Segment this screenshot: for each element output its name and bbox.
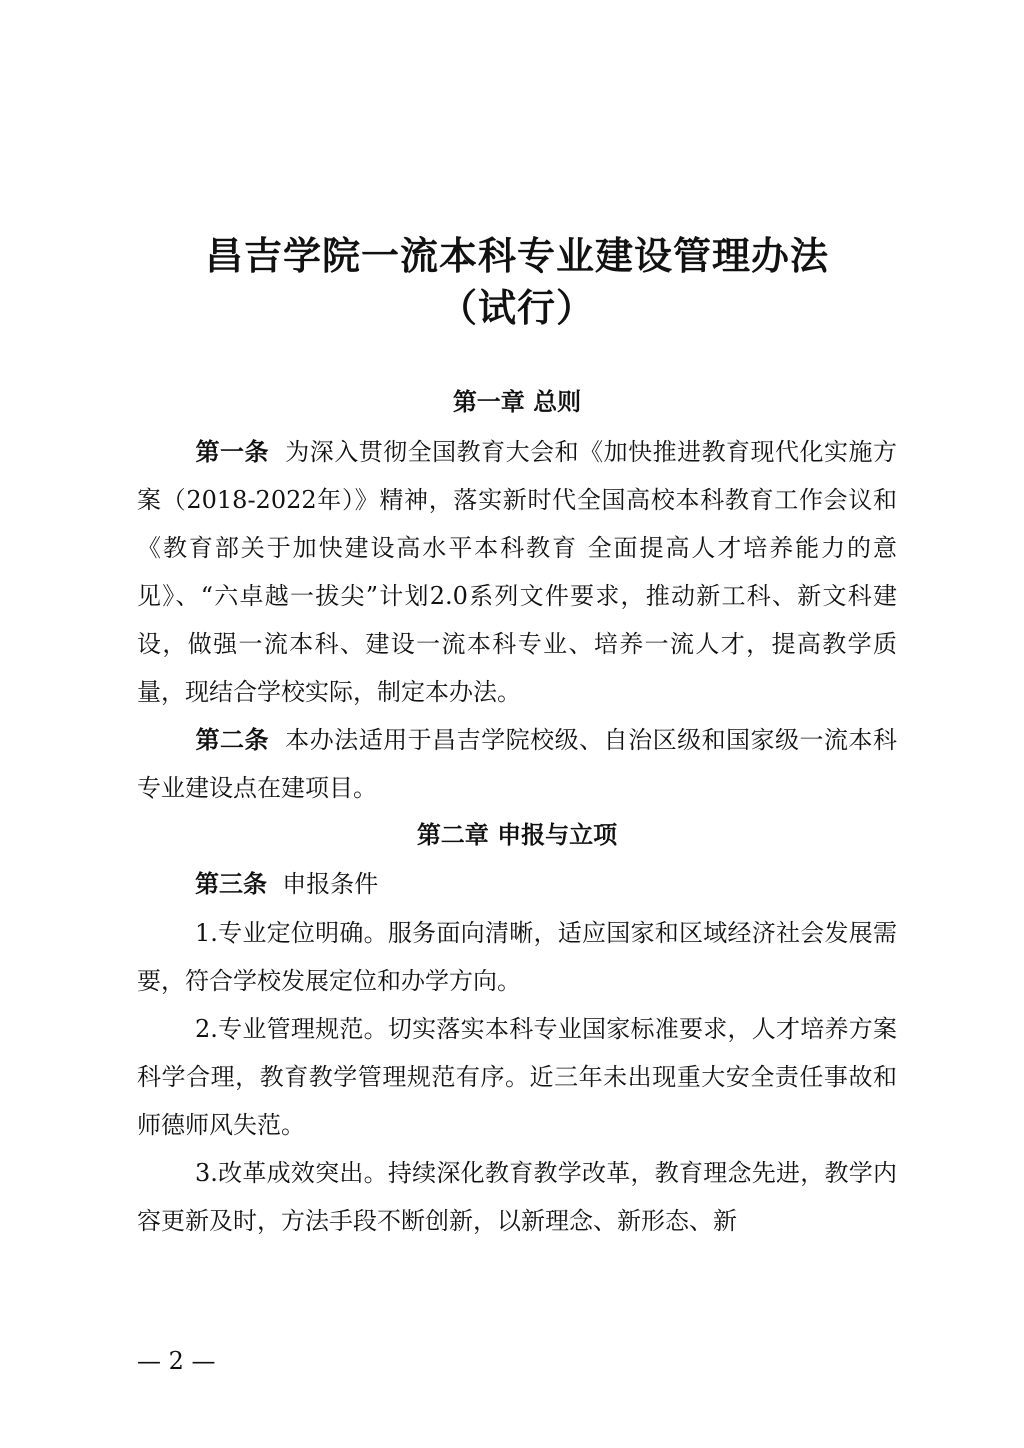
document-title: 昌吉学院一流本科专业建设管理办法 — [204, 233, 829, 278]
page-number: — 2 — — [137, 1347, 216, 1375]
article-text: 申报条件 — [282, 870, 379, 898]
article-paragraph — [137, 716, 897, 812]
paragraph-text: 1.专业定位明确。服务面向清晰，适应国家和区域经济社会发展需要，符合学校发展定位和办学方向。 — [137, 919, 897, 995]
list-paragraph — [137, 1149, 897, 1245]
article-text: 为深入贯彻全国教育大会和《加快推进教育现代化实施方案（2018-2022年）》精神，落实新时代全国高校本科教育工作会议和《教育部关于加快建设高水平本科教育 全面提高人才培养能力的意见》、“六卓越一拔尖”计划2.0系列文件要求，推动新工科、新文科建设，做强一流本科、建设一流本科专业、培养一流人才，提高教学质量，现结合学校实际，制定本办法。 — [137, 438, 898, 706]
list-paragraph — [137, 909, 897, 1005]
chapter-heading: 第二章 申报与立项 — [416, 820, 618, 849]
paragraph-text: 3.改革成效突出。持续深化教育教学改革，教育理念先进，教学内容更新及时，方法手段不断创新，以新理念、新形态、新 — [137, 1159, 897, 1235]
article-label: 第二条 — [195, 725, 269, 754]
document-subtitle: （试行） — [438, 285, 595, 330]
article-text: 本办法适用于昌吉学院校级、自治区级和国家级一流本科专业建设点在建项目。 — [137, 726, 898, 802]
paragraph-text: 2.专业管理规范。切实落实本科专业国家标准要求，人才培养方案科学合理，教育教学管理规范有序。近三年未出现重大安全责任事故和师德师风失范。 — [137, 1015, 897, 1139]
chapter-heading: 第一章 总则 — [452, 387, 582, 416]
article-paragraph — [137, 428, 897, 716]
document-page — [137, 0, 897, 1448]
article-label: 第三条 — [195, 869, 267, 898]
list-paragraph — [137, 1005, 897, 1149]
article-label: 第一条 — [195, 437, 269, 466]
article-paragraph — [137, 860, 897, 908]
